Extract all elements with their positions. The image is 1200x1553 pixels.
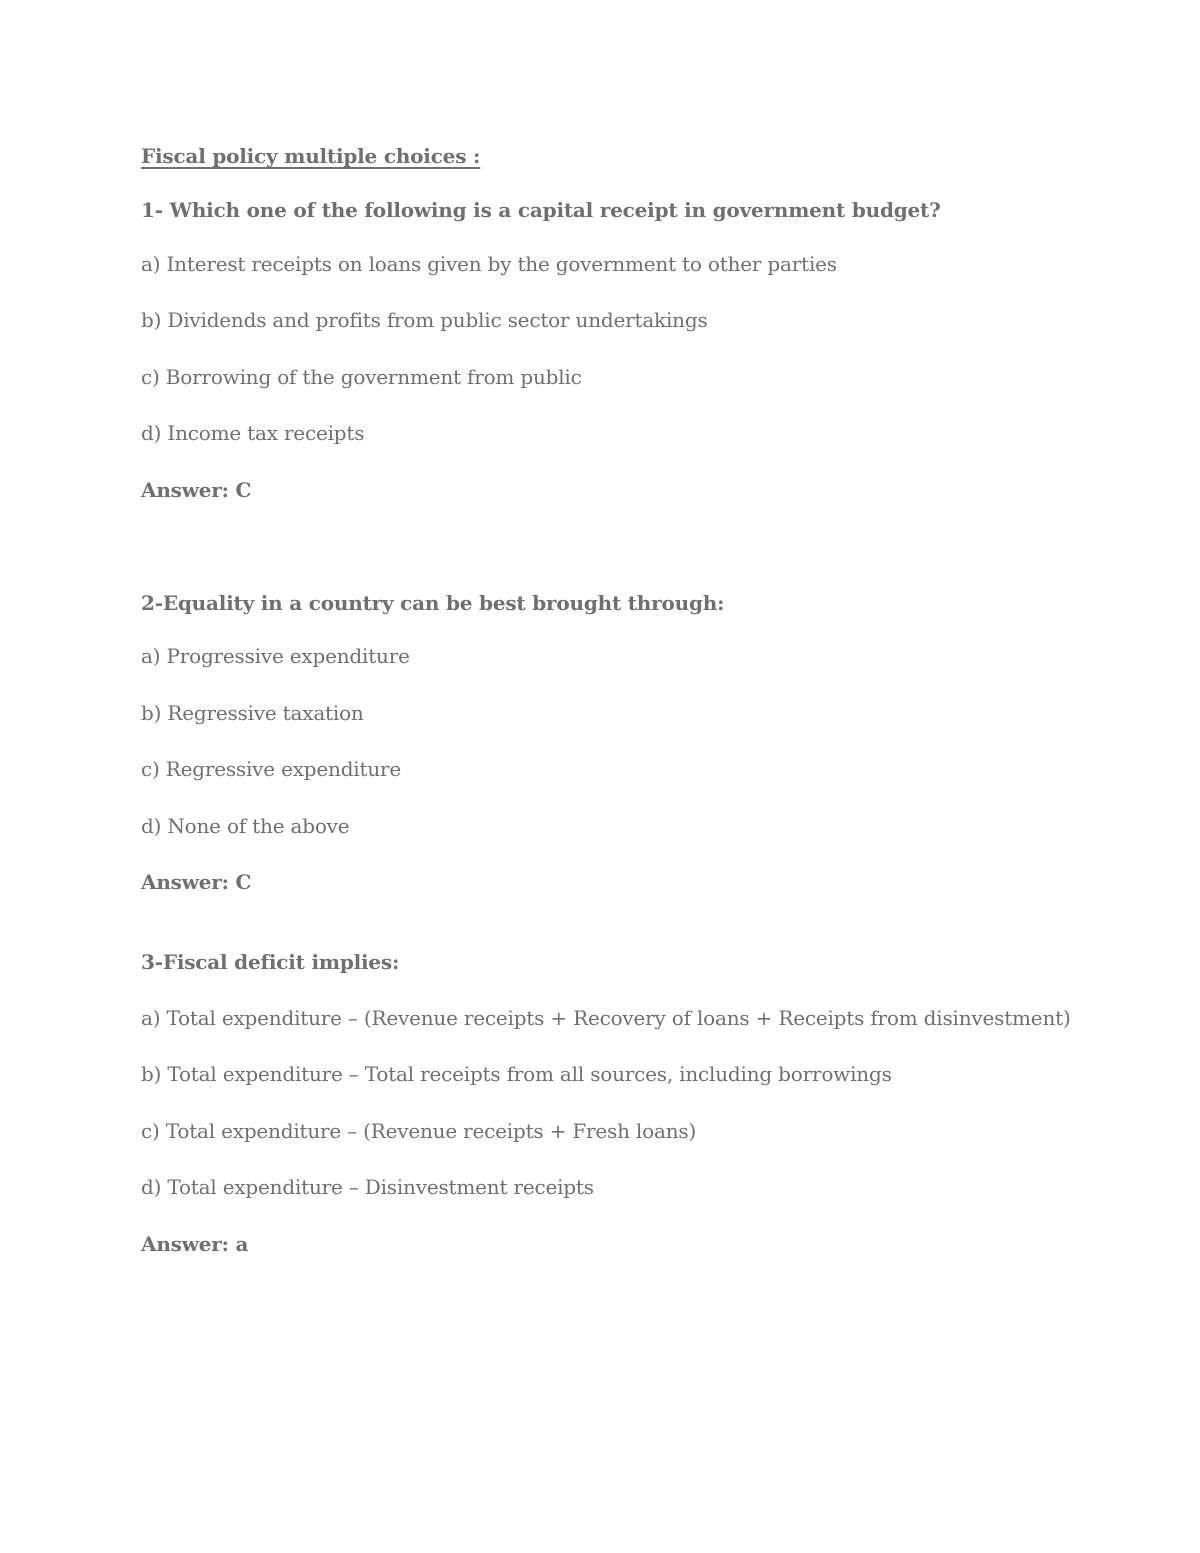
- question-1-option-d: d) Income tax receipts: [141, 421, 365, 445]
- question-1-option-b: b) Dividends and profits from public sector undertakings: [141, 308, 708, 332]
- question-3-option-d: d) Total expenditure – Disinvestment receipts: [141, 1175, 594, 1199]
- question-2-option-d: d) None of the above: [141, 814, 350, 838]
- question-3-answer: Answer: a: [141, 1232, 249, 1256]
- question-2-option-a: a) Progressive expenditure: [141, 644, 410, 668]
- question-2-option-b: b) Regressive taxation: [141, 701, 364, 725]
- question-3-option-c: c) Total expenditure – (Revenue receipts + Fresh loans): [141, 1119, 697, 1143]
- question-1-option-c: c) Borrowing of the government from public: [141, 365, 582, 389]
- question-3-option-b: b) Total expenditure – Total receipts from all sources, including borrowings: [141, 1062, 892, 1086]
- question-1-text: 1- Which one of the following is a capital receipt in government budget?: [141, 198, 941, 222]
- question-3-text: 3-Fiscal deficit implies:: [141, 950, 400, 974]
- document-title: Fiscal policy multiple choices :: [141, 144, 481, 168]
- question-2-option-c: c) Regressive expenditure: [141, 757, 402, 781]
- question-2-text: 2-Equality in a country can be best brought through:: [141, 591, 725, 615]
- question-1-answer: Answer: C: [141, 478, 252, 502]
- question-1-option-a: a) Interest receipts on loans given by the government to other parties: [141, 252, 837, 276]
- question-3-option-a: a) Total expenditure – (Revenue receipts + Recovery of loans + Receipts from disinvestment): [141, 1006, 1071, 1030]
- question-2-answer: Answer: C: [141, 870, 252, 894]
